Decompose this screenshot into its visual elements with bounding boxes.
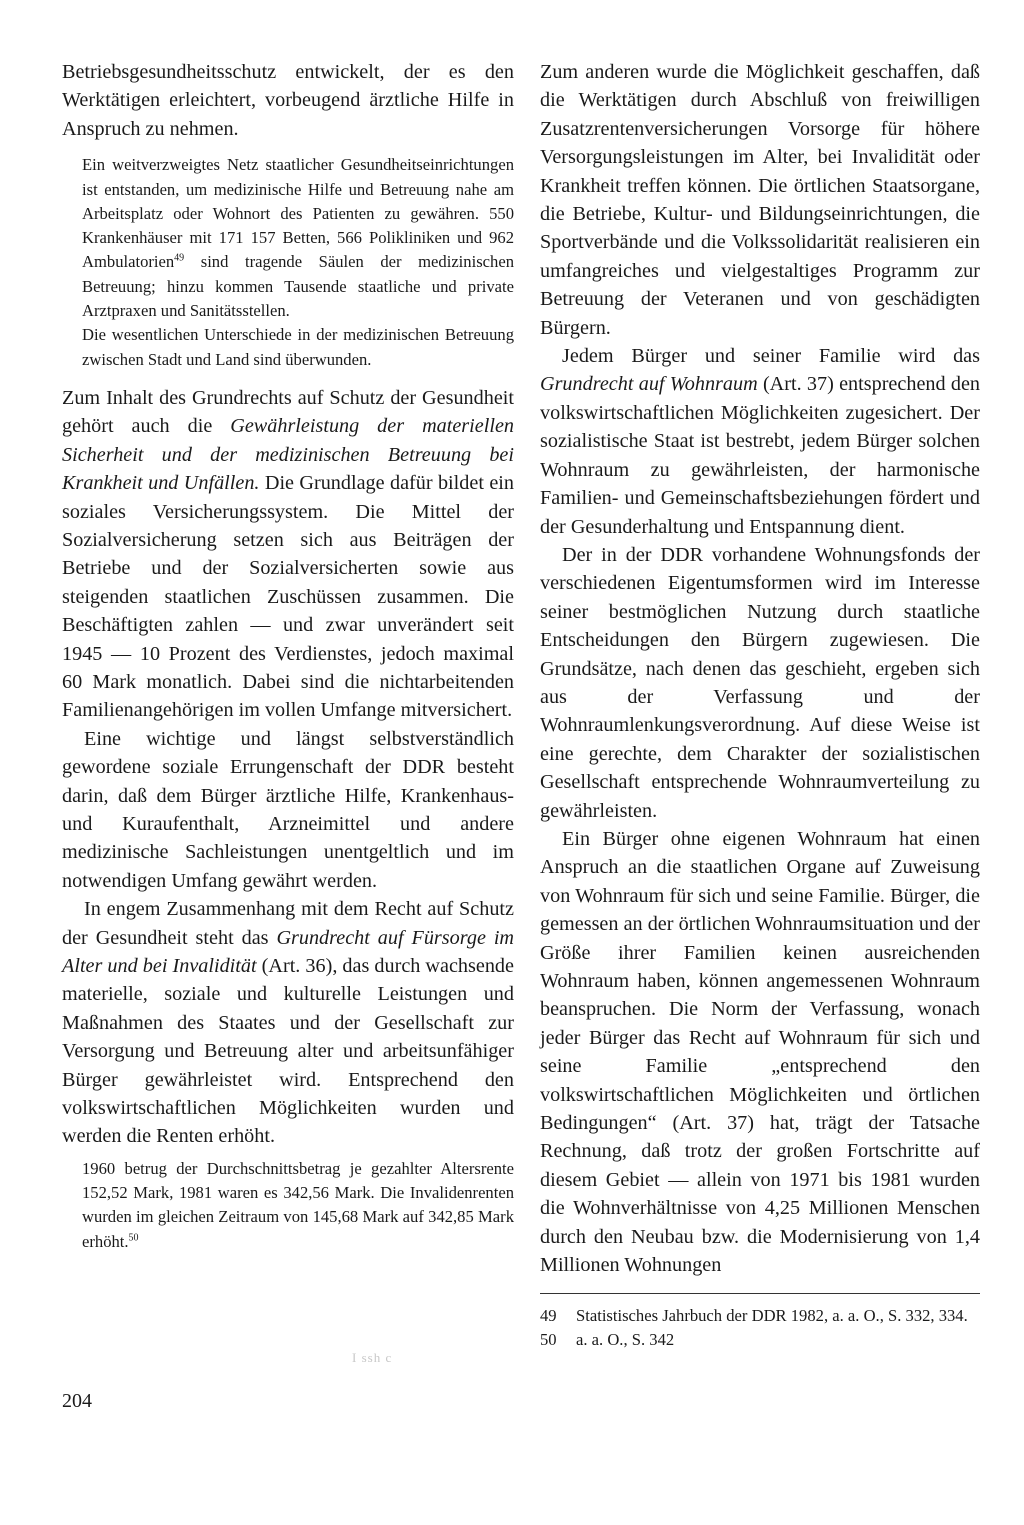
paragraph: Ein Bürger ohne eigenen Wohnraum hat einen Anspruch an die staatlichen Organe auf Zuweisung von Wohnraum für sich und seine Familie. Bürger, die gemessen an der örtlichen Wohnraumsituation und der Größe ihrer Familien keinen ausreichenden Wohnraum haben, können angemessenen Wohnraum beanspruchen. Die Norm der Verfassung, wonach jeder Bürger das Recht auf Wohnraum für sich und seine Familie „entsprechend den volkswirtschaftlichen Möglichkeiten und örtlichen Bedingungen“ (Art. 37) hat, trägt der Tatsache Rechnung, daß trotz der großen Fortschritte auf diesem Gebiet — allein von 1971 bis 1981 wurden die Wohnverhältnisse von 4,25 Millionen Menschen durch den Neubau bzw. die Modernisierung von 1,4 Millionen Wohnungen (540, 827, 980, 1277)
right-column (540, 58, 980, 1352)
paragraph: Eine wichtige und längst selbstverständlich gewordene soziale Errungenschaft der DDR besteht darin, daß dem Bürger ärztliche Hilfe, Krankenhaus- und Kuraufenthalt, Arzneimittel und andere medizinische Sachleistungen unentgeltlich und im notwendigen Umfang gewährt werden. (62, 727, 514, 892)
page-number: 204 (62, 1390, 92, 1412)
paragraph: Zum Inhalt des Grundrechts auf Schutz der Gesundheit gehört auch die Gewährleistung der materiellen Sicherheit und der medizinischen Betreuung bei Krankheit und Unfällen. Die Grundlage dafür bildet ein soziales Versicherungssystem. Die Mittel der Sozialversicherung setzen sich aus Beiträgen der Betriebe und der Sozialversicherten sowie aus steigenden staatlichen Zuschüssen zusammen. Die Beschäftigten zahlen — und zwar unverändert seit 1945 — 10 Prozent des Verdienstes, jedoch maximal 60 Mark monatlich. Dabei sind die nichtarbeitenden Familienangehörigen im vollen Umfange mitversichert. (62, 386, 515, 722)
emphasis: Grundrecht auf Fürsorge im Alter und bei Invalidität (62, 926, 515, 978)
paragraph: Der in der DDR vorhandene Wohnungsfonds der verschiedenen Eigentumsformen wird im Interesse seiner bestmöglichen Nutzung durch staatliche Entscheidungen den Bürgern zugewiesen. Die Grundsätze, nach denen das geschieht, ergeben sich aus der Verfassung und der Wohnraumlenkungsverordnung. Auf diese Weise ist eine gerechte, dem Charakter der sozialistischen Gesellschaft entsprechende Wohnraumverteilung zu gewährleisten. (540, 543, 980, 822)
footnote-text: a. a. O., S. 342 (576, 1330, 675, 1350)
footnote-number: 49 (540, 1306, 557, 1326)
footnote (540, 1328, 980, 1352)
small-paragraph: Ein weitverzweigtes Netz staatlicher Gesundheitseinrichtungen ist entstanden, um medizinische Hilfe und Betreuung nahe am Arbeitsplatz oder Wohnort des Patienten zu gewähren. 550 Krankenhäuser mit 171 157 Betten, 566 Polikliniken und 962 Ambulatorien$^{49}$ sind tragende Säulen der medizinischen Betreuung; hinzu kommen Tausende staatliche und private Arztpraxen und Sanitätsstellen. (82, 155, 514, 320)
footnote-ref: 50 (128, 1232, 139, 1244)
small-paragraph: 1960 betrug der Durchschnittsbetrag je gezahlter Altersrente 152,52 Mark, 1981 waren es 342,56 Mark. Die Invalidenrenten wurden im gleichen Zeitraum von 145,68 Mark auf 342,85 Mark erhöht.$^{50}$ (82, 1158, 514, 1251)
footnote-divider (540, 1293, 980, 1294)
footnote-number: 50 (540, 1330, 557, 1350)
emphasis: Grundrecht auf Wohnraum (540, 373, 758, 396)
footnote-text: Statistisches Jahrbuch der DDR 1982, a. a. O., S. 332, 334. (576, 1306, 968, 1326)
paragraph: Betriebsgesundheitsschutz entwickelt, der es den Werktätigen erleichtert, vorbeugend ärztliche Hilfe in Anspruch zu nehmen. (62, 61, 514, 140)
small-print-block (82, 153, 514, 372)
small-print-block (82, 1157, 514, 1254)
paragraph: In engem Zusammenhang mit dem Recht auf Schutz der Gesundheit steht das Grundrecht auf Fürsorge im Alter und bei Invalidität (Art. 36), das durch wachsende materielle, soziale und kulturelle Leistungen und Maßnahmen des Staates und der Gesellschaft zur Versorgung und Betreuung alter und arbeitsunfähiger Bürger gewährleistet wird. Entsprechend den volkswirtschaftlichen Möglichkeiten wurden und werden die Renten erhöht. (62, 898, 515, 1148)
paragraph: Jedem Bürger und seiner Familie wird das Grundrecht auf Wohnraum (Art. 37) entsprechend den volkswirtschaftlichen Möglichkeiten zugesichert. Der sozialistische Staat ist bestrebt, jedem Bürger solchen Wohnraum zu gewährleisten, der harmonische Familien- und Gemeinschaftsbeziehungen fördert und der Gesunderhaltung und Entspannung dient. (540, 345, 981, 538)
emphasis: Gewährleistung der materiellen Sicherheit und der medizinischen Betreuung bei Krankheit und Unfällen. (62, 415, 515, 495)
small-paragraph: Die wesentlichen Unterschiede in der medizinischen Betreuung zwischen Stadt und Land sind überwunden. (82, 325, 514, 369)
paragraph: Zum anderen wurde die Möglichkeit geschaffen, daß die Werktätigen durch Abschluß von freiwilligen Zusatzrentenversicherungen Vorsorge für höhere Versorgungsleistungen im Alter, bei Invalidität oder Krankheit treffen können. Die örtlichen Staatsorgane, die Betriebe, Kultur- und Bildungseinrichtungen, die Sportverbände und die Volkssolidarität realisieren ein umfangreiches und vielgestaltiges Programm zur Betreuung der Veteranen und von geschädigten Bürgern. (540, 61, 980, 339)
left-column (62, 58, 514, 1266)
footnote (540, 1304, 980, 1328)
faint-stamp: I ssh c (352, 1350, 393, 1365)
footnote-ref: 49 (174, 252, 185, 264)
